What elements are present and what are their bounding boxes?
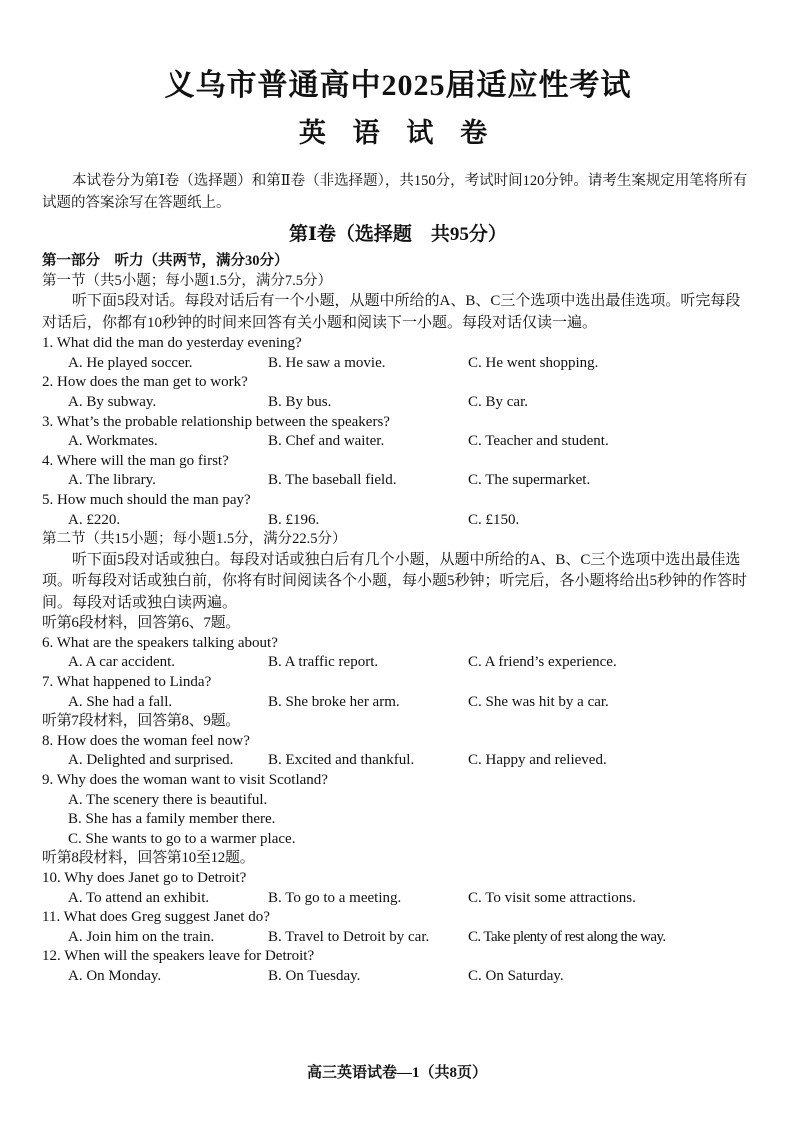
option-c: C. On Saturday. (468, 967, 564, 984)
options-row (42, 471, 754, 491)
option-b: B. She broke her arm. (268, 693, 400, 710)
subsection-two-instructions: 听下面5段对话或独白。每段对话或独白后有几个小题，从题中所给的A、B、C三个选项中选出最佳选项。听每段对话或独白前，你将有时间阅读各个小题，每小题5秒钟；听完后，各小题将给出5秒钟的作答时间。每段对话或独白读两遍。 (42, 551, 748, 611)
option-c: C. The supermarket. (468, 472, 591, 489)
question-12: 12. When will the speakers leave for Detroit? (42, 948, 315, 965)
option-b: B. Excited and thankful. (268, 752, 415, 769)
option-b: B. Travel to Detroit by car. (268, 928, 430, 945)
question-7: 7. What happened to Linda? (42, 674, 212, 690)
option-b: B. A traffic report. (268, 654, 379, 671)
option-a: A. On Monday. (68, 967, 162, 984)
options-row (42, 889, 754, 909)
option-a: A. To attend an exhibit. (68, 889, 210, 906)
option-a: A. She had a fall. (68, 693, 173, 710)
option-b: B. By bus. (268, 393, 332, 410)
option-b: B. Chef and waiter. (268, 433, 385, 450)
page-footer: 高三英语试卷—1（共8页） (306, 1065, 487, 1081)
options-row (42, 928, 754, 948)
material-8-note: 听第8段材料，回答第10至12题。 (42, 850, 255, 867)
exam-subtitle: 英 语 试 卷 (298, 118, 498, 148)
option-a: A. By subway. (68, 393, 157, 410)
option-c: C. A friend’s experience. (468, 654, 617, 671)
options-row (42, 653, 754, 673)
subsection-two-heading: 第二节（共15小题；每小题1.5分，满分22.5分） (42, 531, 347, 548)
option-c: C. Teacher and student. (468, 433, 609, 450)
option-c: C. Happy and relieved. (468, 752, 607, 769)
question-3: 3. What’s the probable relationship between the speakers? (42, 413, 390, 430)
option-a: A. Join him on the train. (68, 928, 215, 945)
subsection-one-heading: 第一节（共5小题；每小题1.5分，满分7.5分） (42, 272, 332, 289)
option-b: B. On Tuesday. (268, 967, 361, 984)
option-a: A. Delighted and surprised. (68, 752, 234, 769)
question-1: 1. What did the man do yesterday evening? (42, 335, 302, 352)
options-row (42, 432, 754, 452)
option-c: C. By car. (468, 393, 528, 410)
part-one-title: 第Ⅰ卷（选择题 共95分） (289, 224, 507, 245)
options-row (42, 354, 754, 374)
exam-intro: 本试卷分为第Ⅰ卷（选择题）和第Ⅱ卷（非选择题），共150分，考试时间120分钟。请考生案规定用笔将所有试题的答案涂写在答题纸上。 (42, 173, 748, 211)
option-b: B. To go to a meeting. (268, 889, 402, 906)
option-a: A. Workmates. (68, 433, 158, 450)
option-c: C. Take plenty of rest along the way. (468, 928, 666, 945)
option-a: A. The library. (68, 472, 156, 489)
option-a: A. He played soccer. (68, 354, 193, 371)
options-row (42, 967, 754, 987)
option-b: B. £196. (268, 511, 320, 528)
material-6-note: 听第6段材料，回答第6、7题。 (42, 615, 241, 632)
exam-title: 义乌市普通高中2025届适应性考试 (164, 69, 632, 102)
option-c: C. £150. (468, 511, 520, 528)
option-a: A. The scenery there is beautiful. (68, 791, 268, 808)
question-8: 8. How does the woman feel now? (42, 732, 250, 749)
options-row (42, 511, 754, 531)
option-a: A. A car accident. (68, 654, 176, 671)
options-row (42, 393, 754, 413)
option-b: B. She has a family member there. (68, 811, 276, 828)
subsection-one-instructions: 听下面5段对话。每段对话后有一个小题，从题中所给的A、B、C三个选项中选出最佳选项。听完每段对话后，你都有10秒钟的时间来回答有关小题和阅读下一小题。每段对话仅读一遍。 (42, 293, 741, 331)
exam-page (42, 68, 754, 987)
option-b: B. He saw a movie. (268, 354, 386, 371)
option-c: C. She was hit by a car. (468, 693, 609, 710)
option-c: C. To visit some attractions. (468, 889, 636, 906)
section-heading: 第一部分 听力（共两节，满分30分） (42, 253, 289, 269)
option-a: A. £220. (68, 511, 121, 528)
question-5: 5. How much should the man pay? (42, 491, 251, 508)
question-9: 9. Why does the woman want to visit Scotland? (42, 771, 328, 788)
option-c: C. He went shopping. (468, 354, 599, 371)
option-c: C. She wants to go to a warmer place. (68, 830, 296, 847)
material-7-note: 听第7段材料，回答第8、9题。 (42, 713, 241, 730)
question-6: 6. What are the speakers talking about? (42, 634, 278, 651)
question-10: 10. Why does Janet go to Detroit? (42, 869, 247, 886)
option-b: B. The baseball field. (268, 472, 397, 489)
question-4: 4. Where will the man go first? (42, 452, 229, 469)
question-11: 11. What does Greg suggest Janet do? (42, 909, 270, 926)
question-2: 2. How does the man get to work? (42, 374, 248, 391)
options-row (42, 751, 754, 771)
options-row (42, 693, 754, 713)
